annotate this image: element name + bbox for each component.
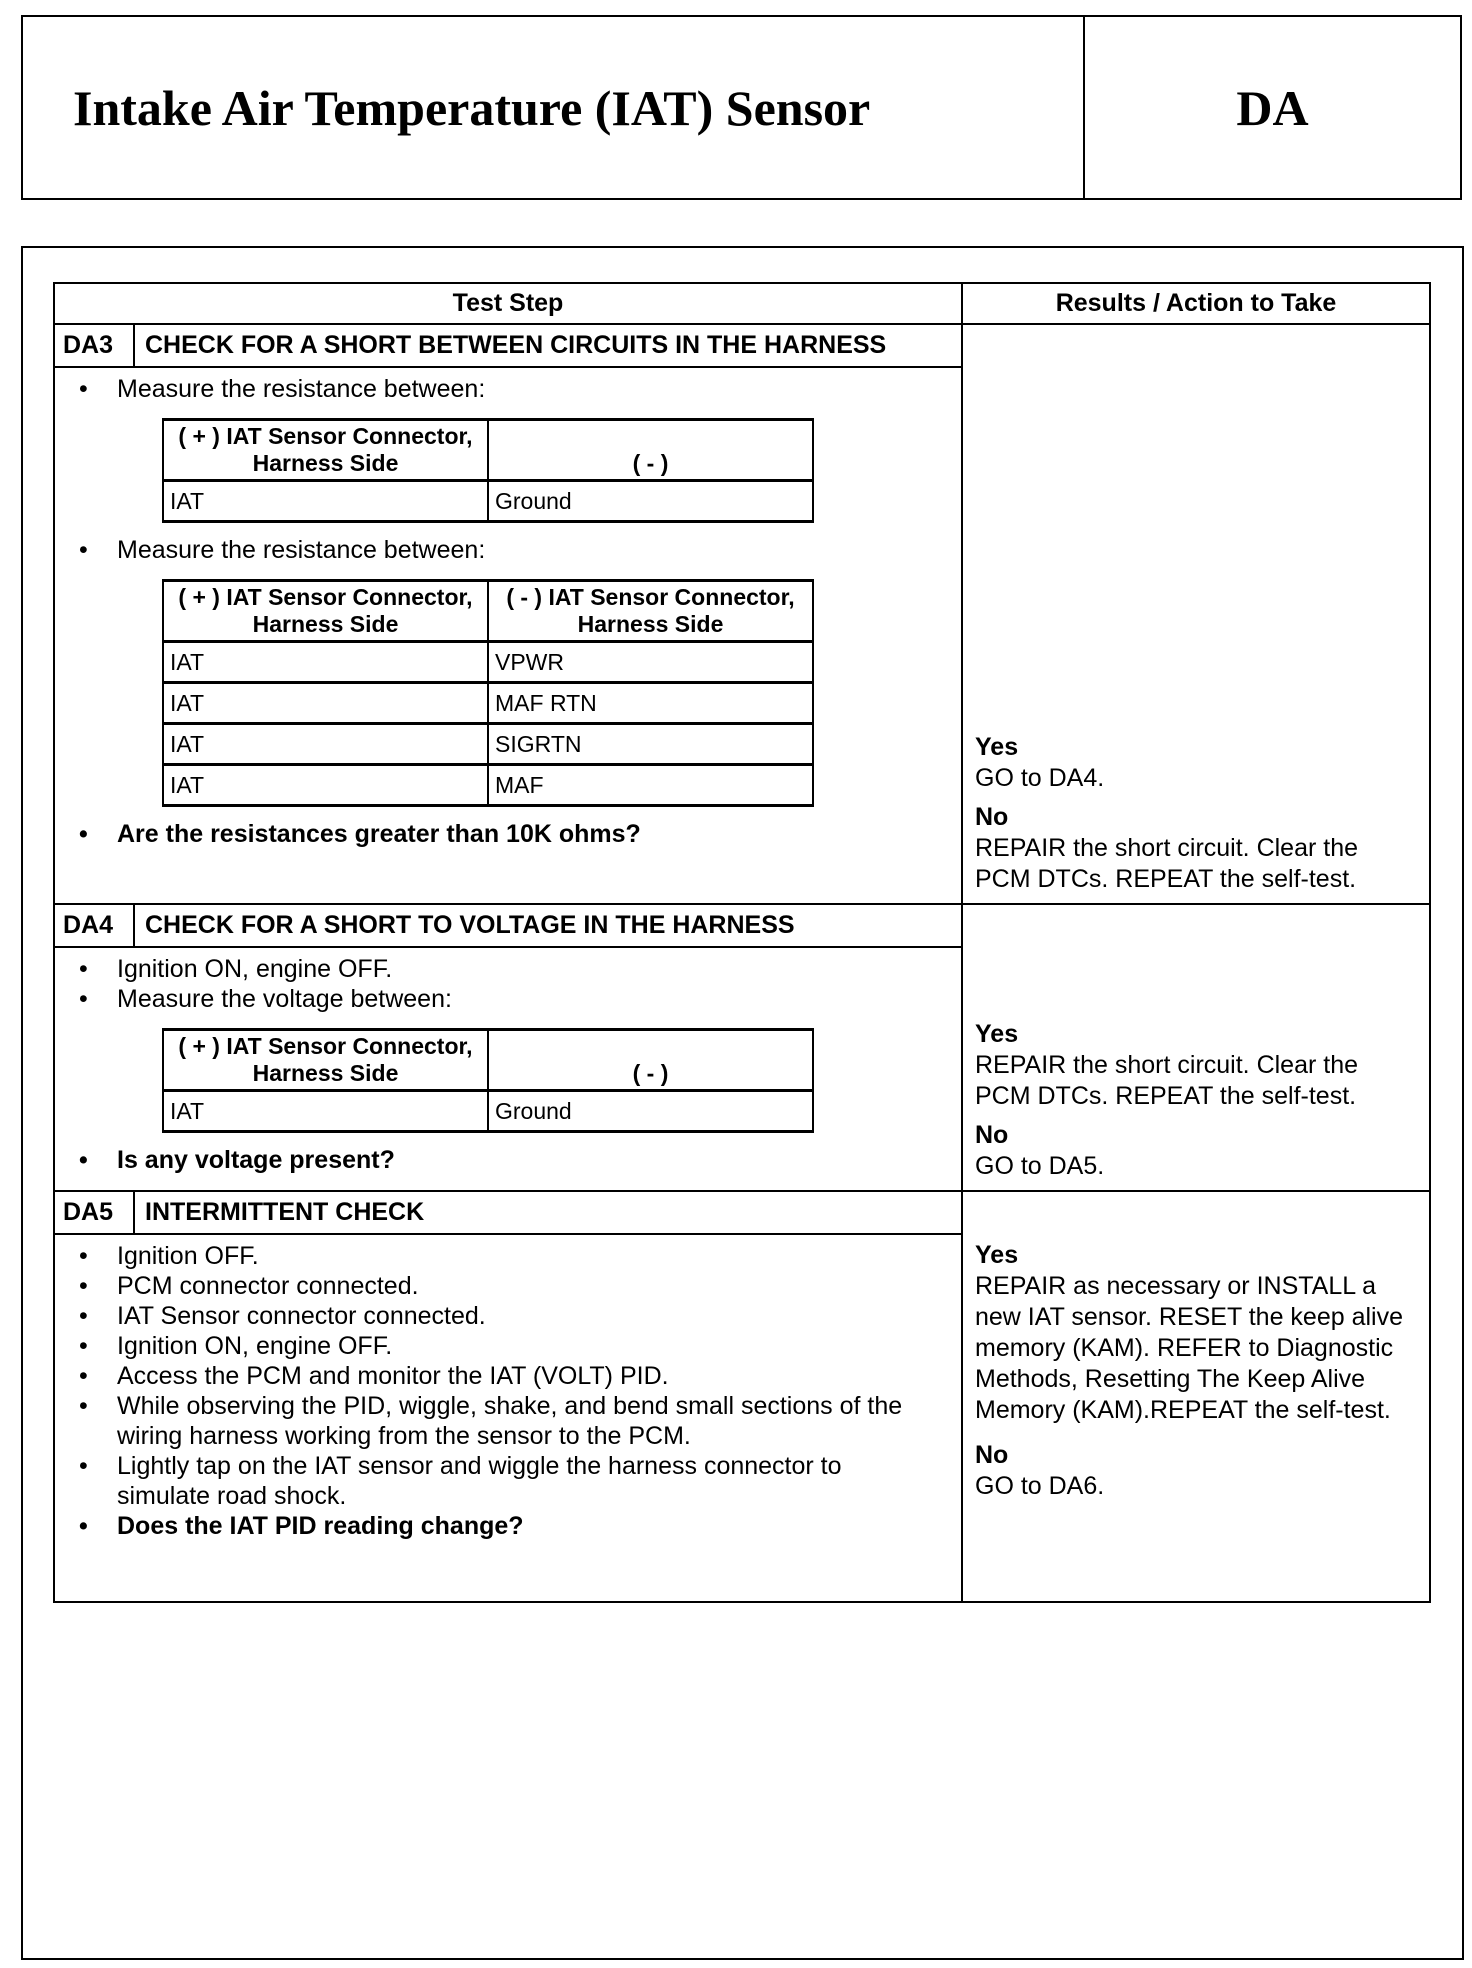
no-label: No [975, 803, 1009, 831]
bullet: • While observing the PID, wiggle, shake, and bend small sections of the wiring harness working from the sensor to the PCM. [117, 1391, 921, 1451]
step-title: INTERMITTENT CHECK [145, 1198, 425, 1226]
bullet: • Ignition OFF. [117, 1241, 921, 1271]
no-action: GO to DA6. [975, 1472, 1105, 1500]
col-header: ( - ) [488, 420, 813, 481]
section-code: DA [1236, 79, 1309, 136]
col-header: ( + ) IAT Sensor Connector, Harness Side [163, 1030, 488, 1091]
cell: MAF RTN [488, 683, 813, 724]
measurement-table [162, 418, 814, 523]
no-label: No [975, 1121, 1009, 1149]
no-label: No [975, 1441, 1009, 1469]
cell: IAT [163, 642, 488, 683]
page-title: Intake Air Temperature (IAT) Sensor [23, 17, 1085, 198]
yes-action: GO to DA4. [975, 764, 1105, 792]
no-action: GO to DA5. [975, 1152, 1105, 1180]
cell: IAT [163, 481, 488, 522]
cell: SIGRTN [488, 724, 813, 765]
bullet: • Measure the resistance between: [117, 374, 961, 404]
col-header: ( - ) [488, 1030, 813, 1091]
step-title: CHECK FOR A SHORT TO VOLTAGE IN THE HARNESS [145, 911, 795, 939]
cell: VPWR [488, 642, 813, 683]
bullet: • Measure the voltage between: [117, 984, 961, 1014]
col-header: ( + ) IAT Sensor Connector, Harness Side [163, 581, 488, 642]
bullet: • Access the PCM and monitor the IAT (VOLT) PID. [117, 1361, 921, 1391]
step-title: CHECK FOR A SHORT BETWEEN CIRCUITS IN THE HARNESS [145, 331, 887, 359]
cell: IAT [163, 765, 488, 806]
question: • Is any voltage present? [117, 1145, 961, 1175]
step-da4 [54, 904, 1430, 1191]
test-step-table [53, 282, 1431, 1603]
bullet: • Ignition ON, engine OFF. [117, 954, 961, 984]
bullet: • Measure the resistance between: [117, 535, 961, 565]
col-header: ( + ) IAT Sensor Connector, Harness Side [163, 420, 488, 481]
bullet: • PCM connector connected. [117, 1271, 921, 1301]
yes-label: Yes [975, 1241, 1019, 1269]
header-results: Results / Action to Take [962, 283, 1430, 324]
yes-action: REPAIR the short circuit. Clear the PCM DTCs. REPEAT the self-test. [975, 1051, 1359, 1110]
cell: IAT [163, 1091, 488, 1132]
bullet: • Ignition ON, engine OFF. [117, 1331, 921, 1361]
step-da3 [54, 324, 1430, 904]
step-da5 [54, 1191, 1430, 1602]
cell: IAT [163, 724, 488, 765]
step-id: DA4 [55, 905, 135, 946]
step-id: DA3 [55, 325, 135, 366]
step-id: DA5 [55, 1192, 135, 1233]
header-test-step: Test Step [54, 283, 962, 324]
question: • Does the IAT PID reading change? [117, 1511, 921, 1541]
bullet: • Lightly tap on the IAT sensor and wiggle the harness connector to simulate road shock. [117, 1451, 921, 1511]
yes-label: Yes [975, 1020, 1019, 1048]
cell: MAF [488, 765, 813, 806]
col-header: ( - ) IAT Sensor Connector, Harness Side [488, 581, 813, 642]
no-action: REPAIR the short circuit. Clear the PCM DTCs. REPEAT the self-test. [975, 834, 1359, 893]
cell: IAT [163, 683, 488, 724]
title-box [21, 15, 1462, 200]
measurement-table [162, 1028, 814, 1133]
measurement-table [162, 579, 814, 807]
yes-label: Yes [975, 733, 1019, 761]
cell: Ground [488, 1091, 813, 1132]
bullet: • IAT Sensor connector connected. [117, 1301, 921, 1331]
yes-action: REPAIR as necessary or INSTALL a new IAT sensor. RESET the keep alive memory (KAM). REFER to Diagnostic Methods, Resetting The Keep Alive Memory (KAM).REPEAT the self-test. [975, 1272, 1404, 1424]
cell: Ground [488, 481, 813, 522]
question: • Are the resistances greater than 10K ohms? [117, 819, 961, 849]
